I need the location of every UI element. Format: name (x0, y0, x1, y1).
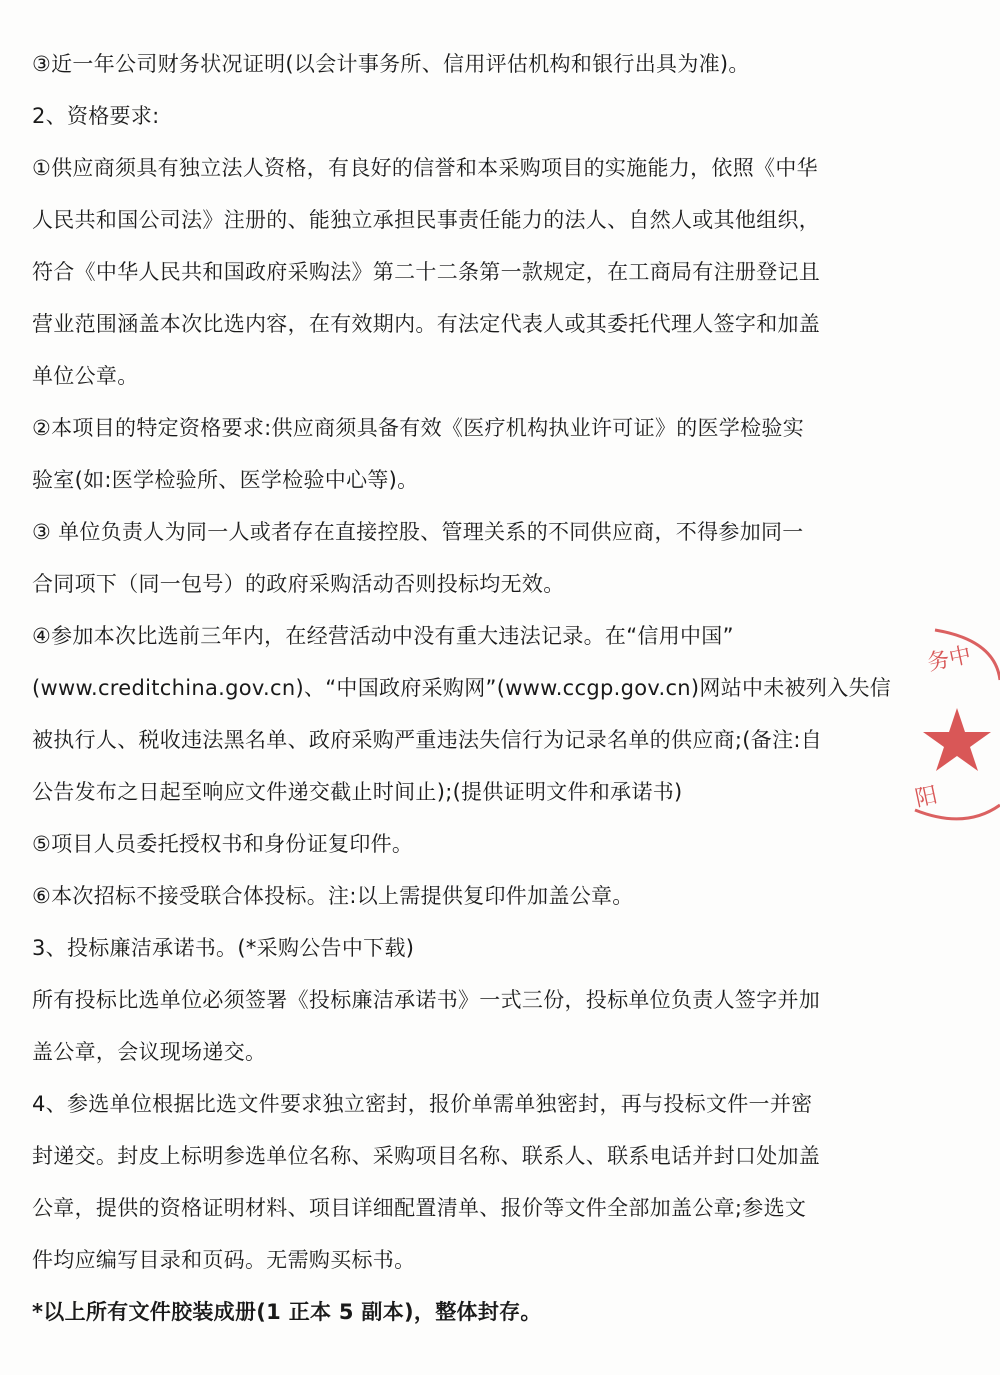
text-line: ②本项目的特定资格要求:供应商须具备有效《医疗机构执业许可证》的医学检验实 (32, 416, 804, 440)
text-line: 所有投标比选单位必须签署《投标廉洁承诺书》一式三份，投标单位负责人签字并加 (32, 988, 821, 1012)
text-line: 盖公章，会议现场递交。 (32, 1040, 267, 1064)
text-line: 验室(如:医学检验所、医学检验中心等)。 (32, 468, 419, 492)
document-body (32, 38, 937, 1338)
text-line: 公章，提供的资格证明材料、项目详细配置清单、报价等文件全部加盖公章;参选文 (32, 1196, 807, 1220)
seal-text-bottom: 阳 (913, 782, 940, 812)
text-line: 被执行人、税收违法黑名单、政府采购严重违法失信行为记录名单的供应商;(备注:自 (32, 728, 823, 752)
section-heading: 2、资格要求: (32, 104, 160, 128)
text-line: 封递交。封皮上标明参选单位名称、采购项目名称、联系人、联系电话并封口处加盖 (32, 1144, 821, 1168)
text-line: ①供应商须具有独立法人资格，有良好的信誉和本采购项目的实施能力，依照《中华 (32, 156, 818, 180)
text-line: 单位公章。 (32, 364, 139, 388)
text-line: 人民共和国公司法》注册的、能独立承担民事责任能力的法人、自然人或其他组织， (32, 208, 821, 232)
text-line: ④参加本次比选前三年内，在经营活动中没有重大违法记录。在“信用中国” (32, 624, 734, 648)
section-heading: 3、投标廉洁承诺书。(*采购公告中下载) (32, 936, 415, 960)
text-line: 公告发布之日起至响应文件递交截止时间止);(提供证明文件和承诺书) (32, 780, 683, 804)
text-line: ③ 单位负责人为同一人或者存在直接控股、管理关系的不同供应商，不得参加同一 (32, 520, 804, 544)
official-seal-fragment (905, 620, 1000, 835)
text-line: 营业范围涵盖本次比选内容，在有效期内。有法定代表人或其委托代理人签字和加盖 (32, 312, 821, 336)
text-line: ⑥本次招标不接受联合体投标。注:以上需提供复印件加盖公章。 (32, 884, 634, 908)
seal-star-icon (923, 708, 991, 771)
text-line: ⑤项目人员委托授权书和身份证复印件。 (32, 832, 414, 856)
seal-text-top: 务中 (925, 642, 974, 677)
text-line: 件均应编写目录和页码。无需购买标书。 (32, 1248, 416, 1272)
closing-note: *以上所有文件胶装成册(1 正本 5 副本)，整体封存。 (32, 1300, 542, 1324)
text-line: (www.creditchina.gov.cn)、“中国政府采购网”(www.ccgp.gov.cn)网站中未被列入失信 (32, 676, 892, 700)
section-heading: 4、参选单位根据比选文件要求独立密封，报价单需单独密封，再与投标文件一并密 (32, 1092, 813, 1116)
text-line: 符合《中华人民共和国政府采购法》第二十二条第一款规定，在工商局有注册登记且 (32, 260, 821, 284)
text-line: ③近一年公司财务状况证明(以会计事务所、信用评估机构和银行出具为准)。 (32, 52, 750, 76)
text-line: 合同项下（同一包号）的政府采购活动否则投标均无效。 (32, 572, 565, 596)
